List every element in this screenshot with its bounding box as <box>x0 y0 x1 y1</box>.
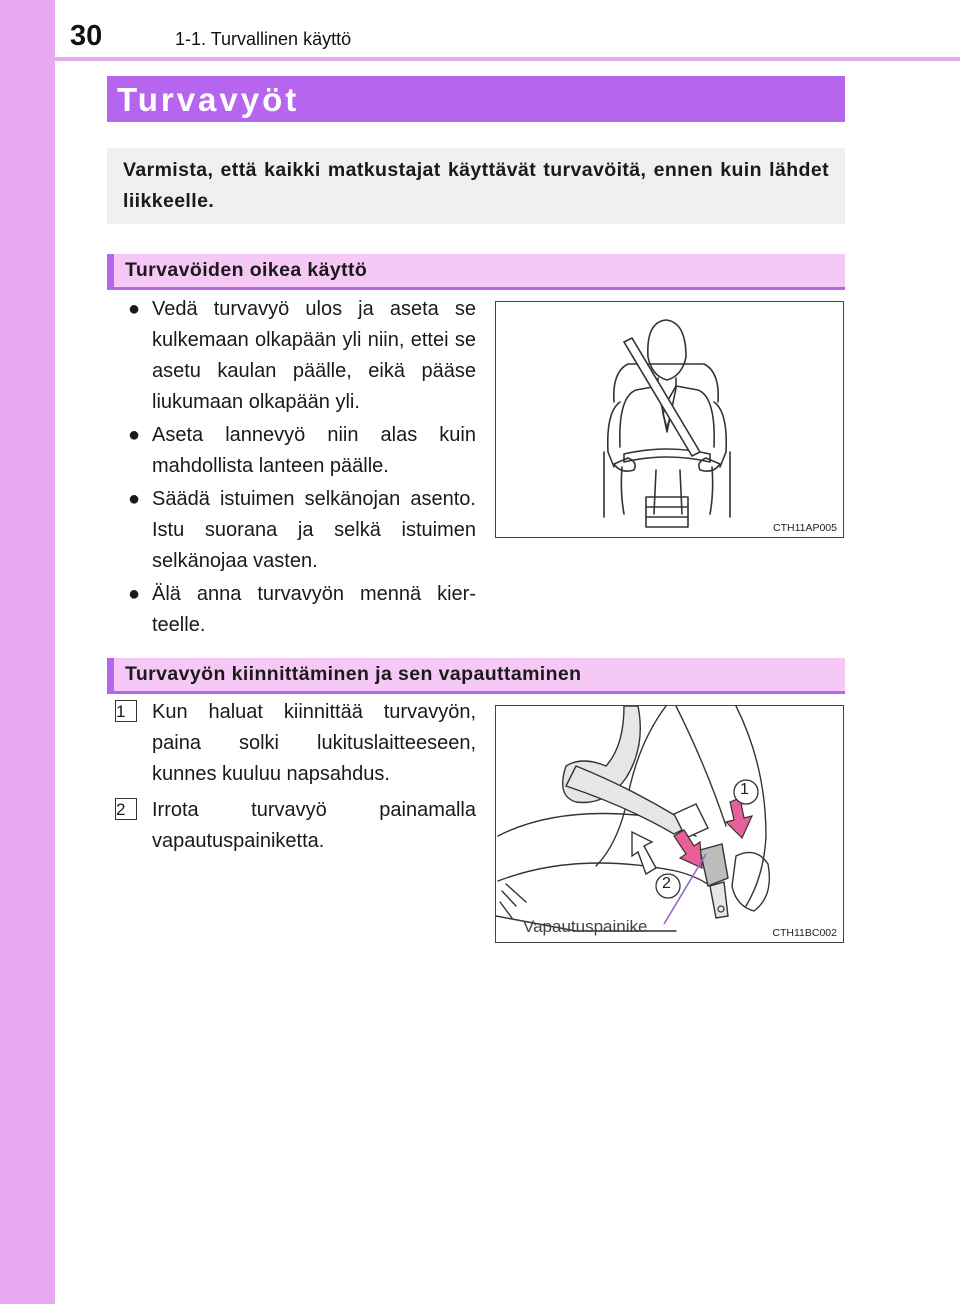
callout-1: 1 <box>740 781 749 798</box>
list-item <box>116 697 476 790</box>
bullet-text: Älä anna turvavyön mennä kier-teelle. <box>152 583 476 636</box>
step-text: Irrota turvavyö painamalla vapautuspainiketta. <box>152 799 476 852</box>
figure-code: CTH11BC002 <box>772 927 837 939</box>
seated-person-drawing <box>496 302 842 536</box>
intro-box <box>107 148 845 224</box>
bullet-text: Aseta lannevyö niin alas kuin mahdollista lanteen päälle. <box>152 424 476 477</box>
step-number: 1 <box>115 700 137 722</box>
list-item <box>128 484 476 577</box>
figure-code: CTH11AP005 <box>772 522 837 534</box>
seatbelt-posture-illustration <box>495 301 844 538</box>
bullet-icon: ● <box>128 424 141 446</box>
bullet-icon: ● <box>128 298 141 320</box>
list-item <box>128 294 476 418</box>
bullet-text: Säädä istuimen selkänojan asento. Istu suorana ja selkä istuimen selkänojaa vasten. <box>152 488 476 572</box>
chapter-header: 1-1. Turvallinen käyttö <box>175 29 352 49</box>
page-title: Turvavyöt <box>117 81 300 118</box>
list-item <box>116 795 476 857</box>
bullet-text: Vedä turvavyö ulos ja aseta se kulkemaan olkapään yli niin, ettei se asetu kaulan päälle, eikä pääse liukumaan olkapään yli. <box>152 298 476 413</box>
bullet-list <box>128 294 476 643</box>
release-button-label: Vapautuspainike <box>523 917 648 936</box>
list-item <box>128 579 476 641</box>
section-heading-fastening <box>107 658 845 694</box>
bullet-icon: ● <box>128 488 141 510</box>
step-text: Kun haluat kiinnittää turvavyön, paina solki lukituslaitteeseen, kunnes kuuluu napsahdus. <box>152 701 476 785</box>
bullet-icon: ● <box>128 583 141 605</box>
header-divider <box>55 57 960 61</box>
intro-text: Varmista, että kaikki matkustajat käyttävät turvavöitä, ennen kuin lähdet liikkeelle. <box>123 159 829 212</box>
section-marker <box>107 658 114 691</box>
list-item <box>128 420 476 482</box>
title-banner <box>107 76 845 122</box>
section-marker <box>107 254 114 287</box>
callout-2: 2 <box>662 875 671 892</box>
buckle-drawing <box>496 706 842 941</box>
buckle-illustration <box>495 705 844 943</box>
section-heading-label: Turvavöiden oikea käyttö <box>125 259 368 281</box>
step-list <box>116 697 476 862</box>
section-heading-correct-use <box>107 254 845 290</box>
side-tab <box>0 0 55 1304</box>
step-number: 2 <box>115 798 137 820</box>
section-heading-label: Turvavyön kiinnittäminen ja sen vapauttaminen <box>125 663 582 685</box>
page-number: 30 <box>70 20 103 52</box>
